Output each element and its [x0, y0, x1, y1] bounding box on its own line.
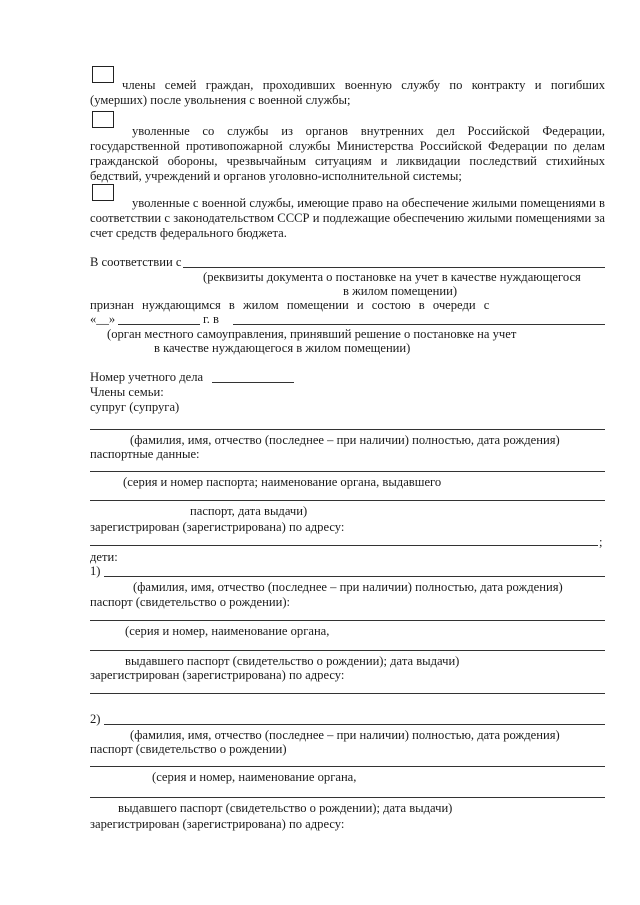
child-2-doc-field-2[interactable]: [90, 797, 605, 798]
spouse-passport-label: паспортные данные:: [90, 447, 200, 461]
spouse-passport-caption-1: (серия и номер паспорта; наименование органа, выдавшего: [123, 475, 442, 489]
child-1-doc-field-2[interactable]: [90, 650, 605, 651]
authority-caption-2: в качестве нуждающегося в жилом помещении): [154, 341, 411, 355]
child-1-doc-caption-1: (серия и номер, наименование органа,: [125, 624, 330, 638]
child-2-number: 2): [90, 712, 101, 726]
case-number-label: Номер учетного дела: [90, 370, 204, 384]
child-1-registered-label: зарегистрирован (зарегистрирована) по адресу:: [90, 668, 345, 682]
spouse-address-field[interactable]: [90, 545, 598, 546]
spouse-passport-caption-2: паспорт, дата выдачи): [190, 504, 308, 518]
basis-caption-2: в жилом помещении): [343, 284, 458, 298]
city-prefix: г. в: [203, 312, 219, 326]
item-ussr-military-text: уволенные с военной службы, имеющие право на обеспечение жилыми помещениями в соответствии с законодательством СССР и подлежащие обеспечению жилыми помещениями за счет средств федерального бюджета.: [90, 196, 605, 240]
date-prefix: «__»: [90, 312, 116, 326]
spouse-caption: (фамилия, имя, отчество (последнее – при наличии) полностью, дата рождения): [130, 433, 560, 447]
spouse-passport-field-1[interactable]: [90, 471, 605, 472]
child-1-doc-caption-2: выдавшего паспорт (свидетельство о рождении); дата выдачи): [125, 654, 460, 668]
authority-caption-1: (орган местного самоуправления, принявший решение о постановке на учет: [107, 327, 517, 341]
child-2-name-field[interactable]: [104, 724, 605, 725]
child-1-doc-label: паспорт (свидетельство о рождении):: [90, 595, 291, 609]
spouse-registered-label: зарегистрирован (зарегистрирована) по адресу:: [90, 520, 345, 534]
recognized-text: признан нуждающимся в жилом помещении и состою в очереди с: [90, 298, 490, 312]
child-1-address-field[interactable]: [90, 693, 605, 694]
basis-caption-1: (реквизиты документа о постановке на учет в качестве нуждающегося: [203, 270, 581, 284]
child-2-doc-caption-2: выдавшего паспорт (свидетельство о рождении); дата выдачи): [118, 801, 453, 815]
item-contract-family-text: члены семей граждан, проходивших военную службу по контракту и погибших (умерших) после увольнения с военной службы;: [90, 78, 605, 107]
child-1-doc-field-1[interactable]: [90, 620, 605, 621]
child-2-doc-caption-1: (серия и номер, наименование органа,: [152, 770, 357, 784]
basis-field[interactable]: [183, 267, 605, 268]
child-2-caption: (фамилия, имя, отчество (последнее – при наличии) полностью, дата рождения): [130, 728, 560, 742]
authority-field[interactable]: [233, 324, 605, 325]
child-2-registered-label: зарегистрирован (зарегистрирована) по адресу:: [90, 817, 345, 831]
children-label: дети:: [90, 550, 118, 564]
child-2-doc-field-1[interactable]: [90, 766, 605, 767]
spouse-address-semicolon: ;: [599, 535, 603, 549]
child-1-caption: (фамилия, имя, отчество (последнее – при наличии) полностью, дата рождения): [133, 580, 563, 594]
child-2-doc-label: паспорт (свидетельство о рождении): [90, 742, 287, 756]
item-internal-affairs-text: уволенные со службы из органов внутренних дел Российской Федерации, государственной противопожарной службы Министерства Российской Федерации по делам гражданской обороны, чрезвычайным ситуациям и ликвидации последствий стихийных бедствий, учреждений и органов уголовно-исполнительной системы;: [90, 124, 605, 183]
child-1-number: 1): [90, 564, 101, 578]
date-field[interactable]: [118, 324, 200, 325]
spouse-name-field[interactable]: [90, 429, 605, 430]
basis-label: В соответствии с: [90, 255, 182, 269]
case-number-field[interactable]: [212, 382, 294, 383]
child-1-name-field[interactable]: [104, 576, 605, 577]
spouse-passport-field-2[interactable]: [90, 500, 605, 501]
spouse-label: супруг (супруга): [90, 400, 180, 414]
family-label: Члены семьи:: [90, 385, 164, 399]
